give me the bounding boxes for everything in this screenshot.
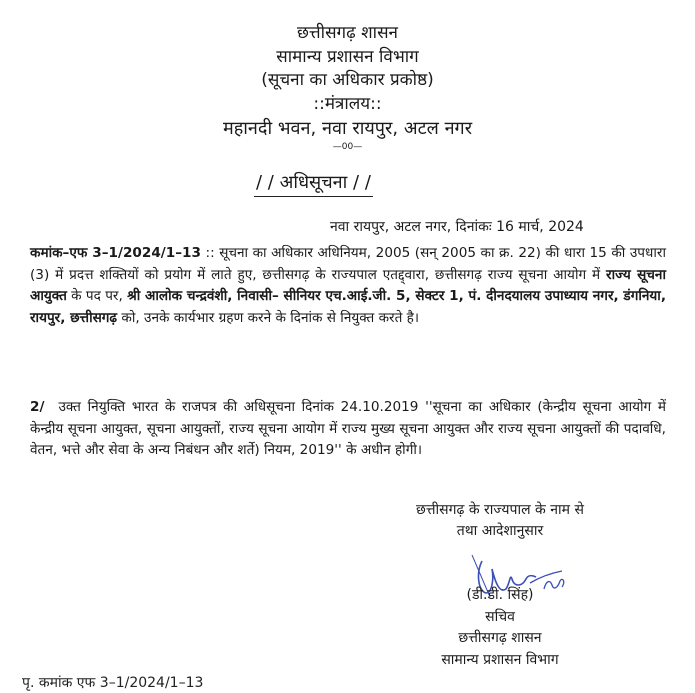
signatory-block bbox=[380, 585, 620, 671]
post-title: राज्य सूचना आयुक्त bbox=[30, 266, 666, 305]
paragraph-2-text: उक्त नियुक्ति भारत के राजपत्र की अधिसूचना दिनांक 24.10.2019 ''सूचना का अधिकार (केन्द्रीय सूचना आयोग में केन्द्रीय सूचना आयुक्त, सूचना आयुक्तों, राज्य सूचना आयोग में राज्य मुख्य सूचना आयुक्त और राज्य सूचना आयुक्तों की पदावधि, वेतन, भत्ते और सेवा के अन्य निबंधन और शर्ते) नियम, 2019'' के अधीन होगी। bbox=[30, 399, 666, 459]
endorsement-line-partial: पृ. कमांक एफ 3–1/2024/1–13 bbox=[22, 675, 204, 691]
department-name: सामान्य प्रशासन विभाग bbox=[276, 46, 419, 67]
paragraph-1-text-c: को, उनके कार्यभार ग्रहण करने के दिनांक से नियुक्त करते है। bbox=[117, 310, 420, 327]
govt-name: छत्तीसगढ़ शासन bbox=[297, 23, 398, 43]
order-reference: कमांक–एफ 3–1/2024/1–13 bbox=[30, 245, 201, 261]
authority-line bbox=[380, 500, 620, 542]
ministry-label: ::मंत्रालय:: bbox=[313, 93, 382, 114]
notification-title: / / अधिसूचना / / bbox=[254, 171, 373, 197]
paragraph-number: 2/ bbox=[30, 399, 45, 415]
office-address: महानदी भवन, नवा रायपुर, अटल नगर bbox=[222, 118, 473, 139]
cell-name: (सूचना का अधिकार प्रकोष्ठ) bbox=[261, 70, 434, 90]
signatory-name: (डी.डी. सिंह) bbox=[466, 587, 534, 603]
paragraph-1-text-a: :: सूचना का अधिकार अधिनियम, 2005 (सन् 2005 का क्र. 22) की धारा 15 की उपधारा (3) में प्रदत्त शक्तियों को प्रयोग में लाते हुए, छत्तीसगढ़ के राज्यपाल एतद्द्वारा, छत्तीसगढ़ राज्य सूचना आयोग में bbox=[30, 245, 666, 283]
paragraph-1 bbox=[30, 243, 666, 330]
by-order-line-2: तथा आदेशानुसार bbox=[456, 523, 544, 539]
paragraph-1-text-b: के पद पर, bbox=[66, 288, 128, 305]
place-date-line: नवा रायपुर, अटल नगर, दिनांकः 16 मार्च, 2024 bbox=[330, 219, 584, 235]
signatory-org-2: सामान्य प्रशासन विभाग bbox=[441, 651, 559, 668]
paragraph-2 bbox=[30, 397, 666, 462]
appointee-details: श्री आलोक चन्द्रवंशी, निवासी– सीनियर एच.आई.जी. 5, सेक्टर 1, पं. दीनदयालय उपाध्याय नगर, डंगनिया, रायपुर, छत्तीसगढ़ bbox=[30, 288, 666, 327]
signatory-designation: सचिव bbox=[485, 608, 515, 625]
letterhead bbox=[0, 22, 695, 153]
header-divider: —00— bbox=[332, 142, 363, 152]
signatory-org-1: छत्तीसगढ़ शासन bbox=[458, 630, 542, 646]
by-order-line-1: छत्तीसगढ़ के राज्यपाल के नाम से bbox=[416, 502, 584, 518]
